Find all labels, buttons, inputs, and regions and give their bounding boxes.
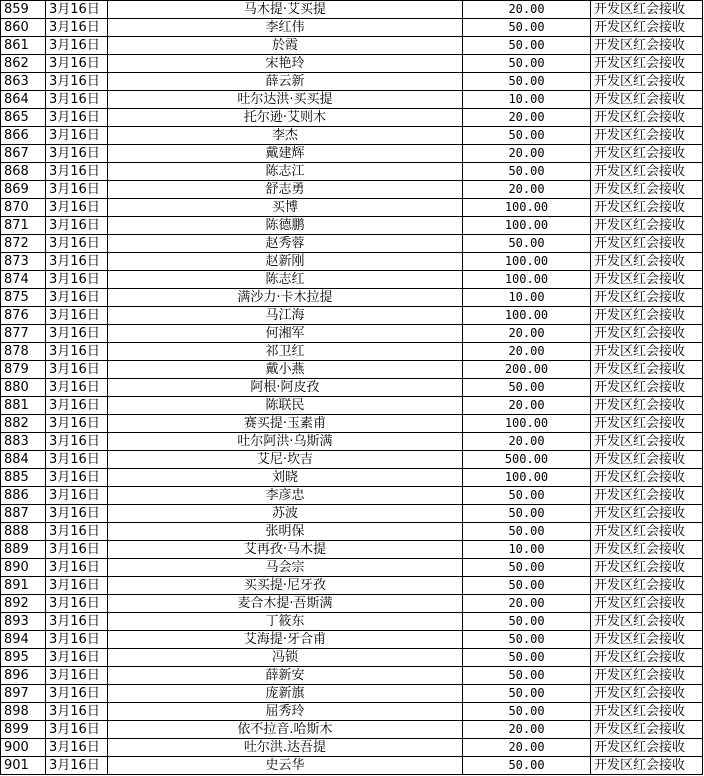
- amount-cell: 20.00: [463, 343, 591, 361]
- amount-cell: 10.00: [463, 541, 591, 559]
- table-row: [1, 127, 703, 145]
- table-row: [1, 649, 703, 667]
- date-cell: 3月16日: [46, 271, 108, 289]
- date-cell: 3月16日: [46, 235, 108, 253]
- donor-name-cell: 李彦忠: [108, 487, 463, 505]
- amount-cell: 20.00: [463, 739, 591, 757]
- date-cell: 3月16日: [46, 469, 108, 487]
- amount-cell: 10.00: [463, 91, 591, 109]
- date-cell: 3月16日: [46, 739, 108, 757]
- date-cell: 3月16日: [46, 343, 108, 361]
- table-row: [1, 19, 703, 37]
- donor-name-cell: 马江海: [108, 307, 463, 325]
- amount-cell: 50.00: [463, 631, 591, 649]
- remark-cell: 开发区红会接收: [591, 469, 703, 487]
- amount-cell: 20.00: [463, 109, 591, 127]
- remark-cell: 开发区红会接收: [591, 1, 703, 19]
- amount-cell: 500.00: [463, 451, 591, 469]
- row-number-cell: 873: [1, 253, 46, 271]
- table-row: [1, 685, 703, 703]
- date-cell: 3月16日: [46, 253, 108, 271]
- date-cell: 3月16日: [46, 433, 108, 451]
- date-cell: 3月16日: [46, 163, 108, 181]
- table-row: [1, 415, 703, 433]
- donor-name-cell: 阿根·阿皮孜: [108, 379, 463, 397]
- remark-cell: 开发区红会接收: [591, 199, 703, 217]
- table-row: [1, 37, 703, 55]
- donor-name-cell: 丁筱东: [108, 613, 463, 631]
- date-cell: 3月16日: [46, 649, 108, 667]
- amount-cell: 20.00: [463, 181, 591, 199]
- table-row: [1, 631, 703, 649]
- table-row: [1, 271, 703, 289]
- date-cell: 3月16日: [46, 37, 108, 55]
- remark-cell: 开发区红会接收: [591, 739, 703, 757]
- row-number-cell: 879: [1, 361, 46, 379]
- remark-cell: 开发区红会接收: [591, 703, 703, 721]
- amount-cell: 50.00: [463, 235, 591, 253]
- donor-name-cell: 戴建辉: [108, 145, 463, 163]
- table-row: [1, 145, 703, 163]
- table-row: [1, 181, 703, 199]
- row-number-cell: 889: [1, 541, 46, 559]
- date-cell: 3月16日: [46, 361, 108, 379]
- donor-name-cell: 马会宗: [108, 559, 463, 577]
- donor-name-cell: 陈志江: [108, 163, 463, 181]
- date-cell: 3月16日: [46, 505, 108, 523]
- date-cell: 3月16日: [46, 415, 108, 433]
- donor-name-cell: 赵秀蓉: [108, 235, 463, 253]
- remark-cell: 开发区红会接收: [591, 127, 703, 145]
- row-number-cell: 890: [1, 559, 46, 577]
- table-row: [1, 433, 703, 451]
- donor-name-cell: 张明保: [108, 523, 463, 541]
- date-cell: 3月16日: [46, 667, 108, 685]
- row-number-cell: 887: [1, 505, 46, 523]
- row-number-cell: 882: [1, 415, 46, 433]
- amount-cell: 50.00: [463, 487, 591, 505]
- amount-cell: 100.00: [463, 199, 591, 217]
- remark-cell: 开发区红会接收: [591, 235, 703, 253]
- remark-cell: 开发区红会接收: [591, 667, 703, 685]
- remark-cell: 开发区红会接收: [591, 559, 703, 577]
- donor-name-cell: 吐尔洪.达吾提: [108, 739, 463, 757]
- table-row: [1, 361, 703, 379]
- row-number-cell: 886: [1, 487, 46, 505]
- donor-name-cell: 於霞: [108, 37, 463, 55]
- remark-cell: 开发区红会接收: [591, 289, 703, 307]
- amount-cell: 50.00: [463, 577, 591, 595]
- donor-name-cell: 宋艳玲: [108, 55, 463, 73]
- remark-cell: 开发区红会接收: [591, 91, 703, 109]
- remark-cell: 开发区红会接收: [591, 397, 703, 415]
- amount-cell: 50.00: [463, 667, 591, 685]
- amount-cell: 20.00: [463, 145, 591, 163]
- row-number-cell: 862: [1, 55, 46, 73]
- remark-cell: 开发区红会接收: [591, 145, 703, 163]
- donor-name-cell: 吐尔阿洪·乌斯满: [108, 433, 463, 451]
- row-number-cell: 863: [1, 73, 46, 91]
- table-row: [1, 577, 703, 595]
- amount-cell: 50.00: [463, 613, 591, 631]
- row-number-cell: 872: [1, 235, 46, 253]
- table-row: [1, 487, 703, 505]
- date-cell: 3月16日: [46, 685, 108, 703]
- amount-cell: 100.00: [463, 217, 591, 235]
- amount-cell: 100.00: [463, 271, 591, 289]
- table-row: [1, 595, 703, 613]
- date-cell: 3月16日: [46, 541, 108, 559]
- donor-name-cell: 薛新安: [108, 667, 463, 685]
- table-row: [1, 739, 703, 757]
- amount-cell: 50.00: [463, 559, 591, 577]
- row-number-cell: 880: [1, 379, 46, 397]
- amount-cell: 50.00: [463, 37, 591, 55]
- amount-cell: 100.00: [463, 469, 591, 487]
- donor-name-cell: 陈德鹏: [108, 217, 463, 235]
- table-row: [1, 325, 703, 343]
- donor-name-cell: 薛云新: [108, 73, 463, 91]
- date-cell: 3月16日: [46, 19, 108, 37]
- remark-cell: 开发区红会接收: [591, 109, 703, 127]
- table-row: [1, 343, 703, 361]
- donor-name-cell: 舒志勇: [108, 181, 463, 199]
- date-cell: 3月16日: [46, 613, 108, 631]
- table-row: [1, 91, 703, 109]
- donor-name-cell: 满沙力·卡木拉提: [108, 289, 463, 307]
- remark-cell: 开发区红会接收: [591, 73, 703, 91]
- amount-cell: 20.00: [463, 325, 591, 343]
- remark-cell: 开发区红会接收: [591, 541, 703, 559]
- row-number-cell: 894: [1, 631, 46, 649]
- amount-cell: 100.00: [463, 253, 591, 271]
- date-cell: 3月16日: [46, 91, 108, 109]
- row-number-cell: 888: [1, 523, 46, 541]
- donor-name-cell: 庞新旗: [108, 685, 463, 703]
- donor-name-cell: 艾再孜·马木提: [108, 541, 463, 559]
- remark-cell: 开发区红会接收: [591, 55, 703, 73]
- row-number-cell: 860: [1, 19, 46, 37]
- table-row: [1, 703, 703, 721]
- row-number-cell: 891: [1, 577, 46, 595]
- row-number-cell: 897: [1, 685, 46, 703]
- row-number-cell: 865: [1, 109, 46, 127]
- donor-name-cell: 李红伟: [108, 19, 463, 37]
- table-row: [1, 757, 703, 775]
- date-cell: 3月16日: [46, 451, 108, 469]
- row-number-cell: 870: [1, 199, 46, 217]
- table-row: [1, 253, 703, 271]
- amount-cell: 50.00: [463, 757, 591, 775]
- table-row: [1, 217, 703, 235]
- remark-cell: 开发区红会接收: [591, 649, 703, 667]
- date-cell: 3月16日: [46, 721, 108, 739]
- row-number-cell: 895: [1, 649, 46, 667]
- row-number-cell: 861: [1, 37, 46, 55]
- remark-cell: 开发区红会接收: [591, 343, 703, 361]
- amount-cell: 50.00: [463, 649, 591, 667]
- remark-cell: 开发区红会接收: [591, 271, 703, 289]
- row-number-cell: 871: [1, 217, 46, 235]
- donor-name-cell: 依不拉音.哈斯木: [108, 721, 463, 739]
- amount-cell: 50.00: [463, 163, 591, 181]
- donor-name-cell: 马木提·艾买提: [108, 1, 463, 19]
- remark-cell: 开发区红会接收: [591, 451, 703, 469]
- date-cell: 3月16日: [46, 595, 108, 613]
- remark-cell: 开发区红会接收: [591, 757, 703, 775]
- donor-name-cell: 赵新刚: [108, 253, 463, 271]
- amount-cell: 20.00: [463, 721, 591, 739]
- remark-cell: 开发区红会接收: [591, 433, 703, 451]
- table-row: [1, 307, 703, 325]
- remark-cell: 开发区红会接收: [591, 631, 703, 649]
- row-number-cell: 893: [1, 613, 46, 631]
- amount-cell: 100.00: [463, 415, 591, 433]
- donor-name-cell: 托尔逊·艾则木: [108, 109, 463, 127]
- amount-cell: 20.00: [463, 433, 591, 451]
- table-row: [1, 721, 703, 739]
- donor-name-cell: 麦合木提·吾斯满: [108, 595, 463, 613]
- row-number-cell: 874: [1, 271, 46, 289]
- row-number-cell: 859: [1, 1, 46, 19]
- table-row: [1, 199, 703, 217]
- donor-name-cell: 冯锁: [108, 649, 463, 667]
- donor-name-cell: 陈联民: [108, 397, 463, 415]
- date-cell: 3月16日: [46, 631, 108, 649]
- remark-cell: 开发区红会接收: [591, 217, 703, 235]
- remark-cell: 开发区红会接收: [591, 325, 703, 343]
- date-cell: 3月16日: [46, 55, 108, 73]
- date-cell: 3月16日: [46, 325, 108, 343]
- date-cell: 3月16日: [46, 181, 108, 199]
- date-cell: 3月16日: [46, 523, 108, 541]
- date-cell: 3月16日: [46, 559, 108, 577]
- amount-cell: 50.00: [463, 505, 591, 523]
- row-number-cell: 892: [1, 595, 46, 613]
- row-number-cell: 877: [1, 325, 46, 343]
- date-cell: 3月16日: [46, 127, 108, 145]
- donor-name-cell: 吐尔达洪·买买提: [108, 91, 463, 109]
- donor-name-cell: 买博: [108, 199, 463, 217]
- donor-name-cell: 赛买提·玉素甫: [108, 415, 463, 433]
- date-cell: 3月16日: [46, 145, 108, 163]
- table-row: [1, 469, 703, 487]
- amount-cell: 50.00: [463, 703, 591, 721]
- row-number-cell: 876: [1, 307, 46, 325]
- row-number-cell: 885: [1, 469, 46, 487]
- remark-cell: 开发区红会接收: [591, 253, 703, 271]
- remark-cell: 开发区红会接收: [591, 595, 703, 613]
- date-cell: 3月16日: [46, 757, 108, 775]
- table-row: [1, 55, 703, 73]
- amount-cell: 50.00: [463, 19, 591, 37]
- donor-name-cell: 屈秀玲: [108, 703, 463, 721]
- date-cell: 3月16日: [46, 109, 108, 127]
- date-cell: 3月16日: [46, 199, 108, 217]
- row-number-cell: 899: [1, 721, 46, 739]
- remark-cell: 开发区红会接收: [591, 721, 703, 739]
- row-number-cell: 901: [1, 757, 46, 775]
- row-number-cell: 868: [1, 163, 46, 181]
- remark-cell: 开发区红会接收: [591, 487, 703, 505]
- row-number-cell: 869: [1, 181, 46, 199]
- table-row: [1, 523, 703, 541]
- remark-cell: 开发区红会接收: [591, 523, 703, 541]
- amount-cell: 50.00: [463, 127, 591, 145]
- date-cell: 3月16日: [46, 487, 108, 505]
- remark-cell: 开发区红会接收: [591, 163, 703, 181]
- table-row: [1, 505, 703, 523]
- donor-name-cell: 艾尼·坎吉: [108, 451, 463, 469]
- date-cell: 3月16日: [46, 307, 108, 325]
- remark-cell: 开发区红会接收: [591, 307, 703, 325]
- amount-cell: 50.00: [463, 379, 591, 397]
- date-cell: 3月16日: [46, 73, 108, 91]
- remark-cell: 开发区红会接收: [591, 19, 703, 37]
- row-number-cell: 896: [1, 667, 46, 685]
- amount-cell: 20.00: [463, 595, 591, 613]
- donor-name-cell: 史云华: [108, 757, 463, 775]
- table-row: [1, 667, 703, 685]
- amount-cell: 100.00: [463, 307, 591, 325]
- row-number-cell: 864: [1, 91, 46, 109]
- amount-cell: 20.00: [463, 397, 591, 415]
- table-row: [1, 163, 703, 181]
- table-row: [1, 109, 703, 127]
- row-number-cell: 884: [1, 451, 46, 469]
- table-row: [1, 613, 703, 631]
- row-number-cell: 878: [1, 343, 46, 361]
- remark-cell: 开发区红会接收: [591, 577, 703, 595]
- table-row: [1, 451, 703, 469]
- date-cell: 3月16日: [46, 289, 108, 307]
- donor-name-cell: 苏波: [108, 505, 463, 523]
- donor-name-cell: 艾海提·牙合甫: [108, 631, 463, 649]
- date-cell: 3月16日: [46, 217, 108, 235]
- date-cell: 3月16日: [46, 703, 108, 721]
- donor-name-cell: 买买提·尼牙孜: [108, 577, 463, 595]
- amount-cell: 20.00: [463, 1, 591, 19]
- amount-cell: 10.00: [463, 289, 591, 307]
- row-number-cell: 867: [1, 145, 46, 163]
- date-cell: 3月16日: [46, 397, 108, 415]
- row-number-cell: 881: [1, 397, 46, 415]
- remark-cell: 开发区红会接收: [591, 613, 703, 631]
- date-cell: 3月16日: [46, 1, 108, 19]
- remark-cell: 开发区红会接收: [591, 505, 703, 523]
- row-number-cell: 883: [1, 433, 46, 451]
- remark-cell: 开发区红会接收: [591, 37, 703, 55]
- remark-cell: 开发区红会接收: [591, 379, 703, 397]
- row-number-cell: 898: [1, 703, 46, 721]
- amount-cell: 200.00: [463, 361, 591, 379]
- row-number-cell: 875: [1, 289, 46, 307]
- amount-cell: 50.00: [463, 55, 591, 73]
- amount-cell: 50.00: [463, 523, 591, 541]
- remark-cell: 开发区红会接收: [591, 415, 703, 433]
- table-row: [1, 541, 703, 559]
- amount-cell: 50.00: [463, 685, 591, 703]
- table-row: [1, 379, 703, 397]
- row-number-cell: 900: [1, 739, 46, 757]
- table-row: [1, 235, 703, 253]
- donor-name-cell: 陈志红: [108, 271, 463, 289]
- date-cell: 3月16日: [46, 577, 108, 595]
- date-cell: 3月16日: [46, 379, 108, 397]
- remark-cell: 开发区红会接收: [591, 181, 703, 199]
- amount-cell: 50.00: [463, 73, 591, 91]
- donor-name-cell: 李杰: [108, 127, 463, 145]
- remark-cell: 开发区红会接收: [591, 361, 703, 379]
- donor-name-cell: 戴小燕: [108, 361, 463, 379]
- donor-name-cell: 祁卫红: [108, 343, 463, 361]
- donor-name-cell: 何湘军: [108, 325, 463, 343]
- ledger-body: [1, 1, 703, 775]
- table-row: [1, 289, 703, 307]
- table-row: [1, 1, 703, 19]
- remark-cell: 开发区红会接收: [591, 685, 703, 703]
- table-row: [1, 559, 703, 577]
- row-number-cell: 866: [1, 127, 46, 145]
- donor-name-cell: 刘晓: [108, 469, 463, 487]
- table-row: [1, 73, 703, 91]
- table-row: [1, 397, 703, 415]
